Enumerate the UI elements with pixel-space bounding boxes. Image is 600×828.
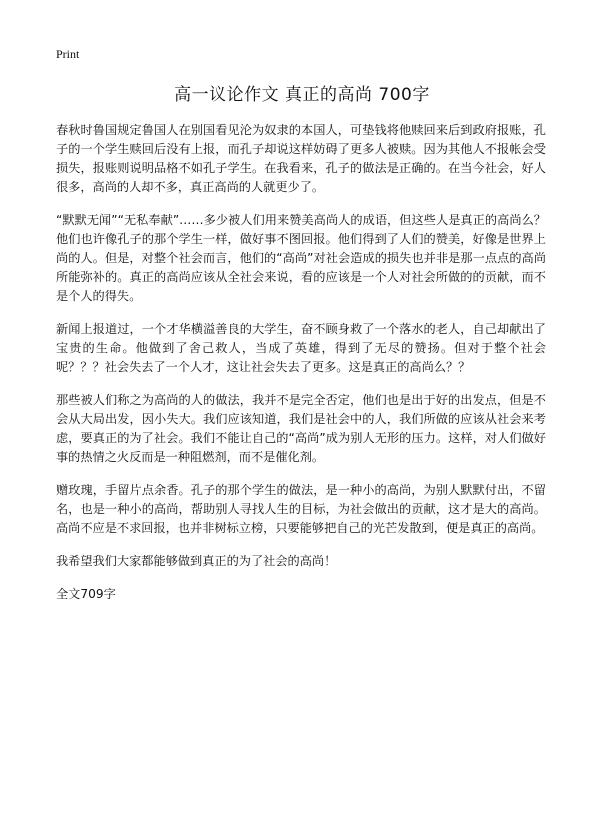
paragraph-4: 那些被人们称之为高尚的人的做法，我并不是完全否定，他们也是出于好的出发点，但是不会从大局出发，因小失大。我们应该知道，我们是社会中的人，我们所做的应该从社会来考虑，要真正的为了社会。我们不能让自己的“高尚”成为别人无形的压力。这样，对人们做好事的热情之火反而是一种阻燃剂，而不是催化剂。	[56, 393, 546, 464]
document-body	[56, 121, 546, 604]
document-title: 高一议论作文 真正的高尚 700字	[174, 85, 430, 105]
paragraph-5: 赠玫瑰，手留片点余香。孔子的那个学生的做法，是一种小的高尚，为别人默默付出，不留名，也是一种小的高尚，帮助别人寻找人生的目标，为社会做出的贡献，这才是大的高尚。高尚不应是不求回报，也并非树标立榜，只要能够把自己的光芒发散到，便是真正的高尚。	[56, 483, 546, 535]
word-count: 全文709字	[56, 587, 116, 601]
print-label: Print	[56, 47, 80, 61]
paragraph-6: 我希望我们大家都能够做到真正的为了社会的高尚！	[56, 554, 337, 568]
paragraph-2: “默默无闻”“无私奉献”……多少被人们用来赞美高尚人的成语，但这些人是真正的高尚么？他们也许像孔子的那个学生一样，做好事不图回报。他们得到了人们的赞美，好像是世界上尚的人。但是，对整个社会而言，他们的“高尚”对社会造成的损失也并非是那一点点的高尚所能弥补的。真正的高尚应该从全社会来说，看的应该是一个人对社会所做的的贡献，而不是个人的得失。	[56, 213, 546, 303]
paragraph-1: 春秋时鲁国规定鲁国人在别国看见沦为奴隶的本国人，可垫钱将他赎回来后到政府报账，孔子的一个学生赎回后没有上报，而孔子却说这样妨碍了更多人被赎。因为其他人不报帐会受损失，报账则说明品格不如孔子学生。在我看来，孔子的做法是正确的。在当今社会，好人很多，高尚的人却不多，真正高尚的人就更少了。	[56, 123, 546, 194]
paragraph-3: 新闻上报道过，一个才华横溢善良的大学生，奋不顾身救了一个落水的老人，自己却献出了宝贵的生命。他做到了舍己救人，当成了英雄，得到了无尽的赞扬。但对于整个社会呢？？？社会失去了一个人才，这让社会失去了更多。这是真正的高尚么？？	[56, 322, 546, 374]
